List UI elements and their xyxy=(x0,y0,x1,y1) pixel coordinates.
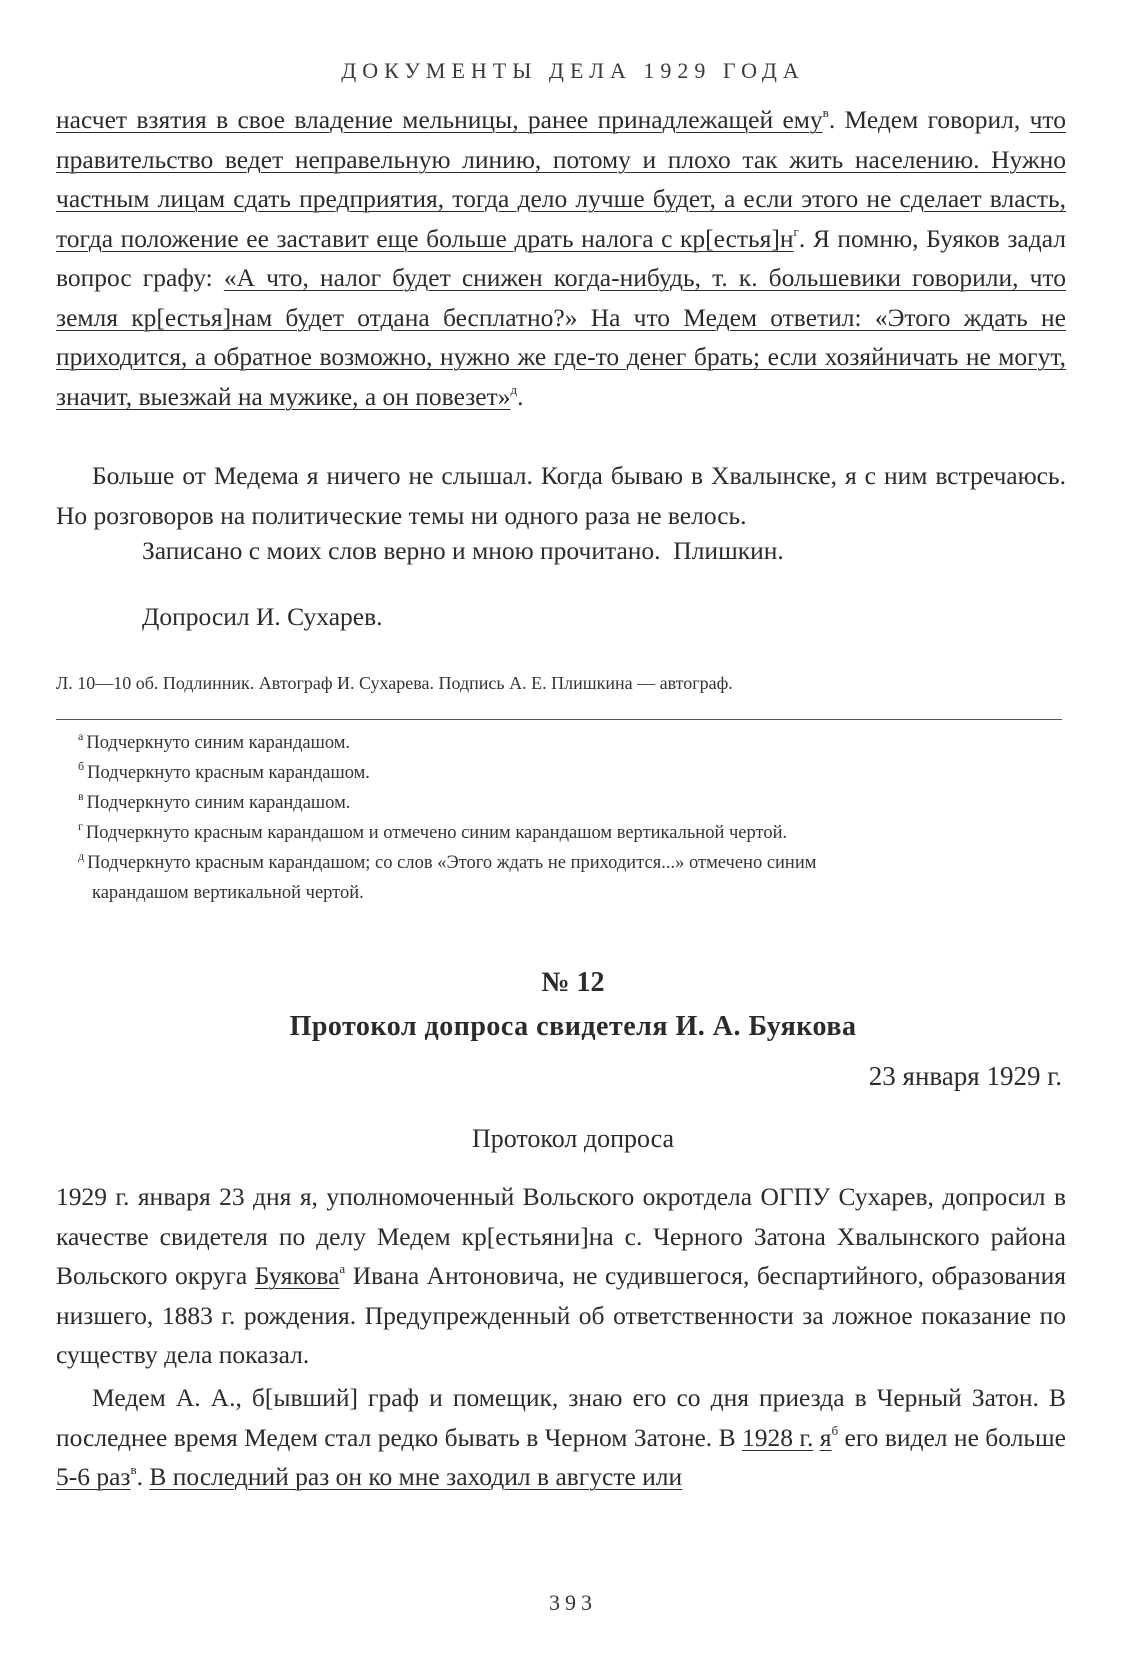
footnote xyxy=(78,728,1068,758)
footnote xyxy=(78,758,1068,788)
underlined-text: 1928 г. xyxy=(741,1422,814,1452)
protocol-paragraph-2 xyxy=(56,1378,1066,1497)
footnote-mark: в xyxy=(78,789,84,803)
running-head: ДОКУМЕНТЫ ДЕЛА 1929 ГОДА xyxy=(341,58,805,83)
page-number: 393 xyxy=(549,1590,597,1615)
underlined-text: что правительство ведет неправельную линию, потому и плохо так жить населению. Нужно частным лицам сдать предприятия, тогда дело лучше будет, а если этого не сделает власть, тогда положение ее заставит еще больше драть налога с кр[естья]н xyxy=(56,105,1066,253)
continuation-paragraph xyxy=(56,100,1066,416)
protocol-heading: Протокол допроса xyxy=(471,1124,675,1153)
footnote-mark: в xyxy=(822,105,829,120)
text-run: Медем А. А., б[ывший] граф и помещик, знаю его со дня приезда в Черный Затон. В последнее время Медем стал редко бывать в Черном Затоне. В xyxy=(56,1383,1066,1452)
document-title: Протокол допроса свидетеля И. А. Буякова xyxy=(289,1011,857,1042)
underlined-text: насчет взятия в свое владение мельницы, ранее принадлежащей ему xyxy=(56,105,823,134)
footnote-mark: а xyxy=(78,729,84,743)
footnote xyxy=(78,788,1068,818)
footnote xyxy=(78,848,1068,878)
footnote-mark: а xyxy=(339,1261,346,1276)
footnote-text: Подчеркнуто красным карандашом. xyxy=(87,763,370,783)
archival-note: Л. 10—10 об. Подлинник. Автограф И. Сухарева. Подпись А. Е. Плишкина — автограф. xyxy=(56,673,733,693)
interrogator-line: Допросил И. Сухарев. xyxy=(142,602,383,631)
underlined-text: В последний раз он ко мне заходил в августе или xyxy=(149,1462,683,1491)
document-date: 23 января 1929 г. xyxy=(868,1061,1062,1091)
footnote-mark: г xyxy=(78,819,83,833)
footnote-mark: г xyxy=(793,223,799,239)
protocol-paragraph-1 xyxy=(56,1177,1066,1375)
text-run: . Я помню, Буяков задал вопрос графу: xyxy=(56,223,1066,292)
footnote-mark: б xyxy=(831,1422,839,1438)
text-run: . xyxy=(136,1462,150,1491)
footnote-text: Подчеркнуто красным карандашом; со слов «Этого ждать не приходится...» отмечено синим xyxy=(87,853,817,873)
text-run: Ивана Антоновича, не судившегося, беспартийного, образования низшего, 1883 г. рождения. Предупрежденный об ответственности за ложное показание по существу дела показал. xyxy=(56,1261,1066,1369)
paragraph-more: Больше от Медема я ничего не слышал. Когда бываю в Хвалынске, я с ним встречаюсь. Но розговоров на политические темы ни одного раза не велось. xyxy=(56,461,1066,530)
text-run: . Медем говорил, xyxy=(828,105,1030,134)
text-run: его видел не больше xyxy=(838,1422,1066,1452)
underlined-text: «А что, налог будет снижен когда-нибудь, т. к. большевики говорили, что земля кр[естья]нам будет отдана бесплатно?» На что Медем ответил: «Этого ждать не приходится, а обратное возможно, нужно же где-то денег брать; если хозяйничать не могут, значит, выезжай на мужике, а он повезет» xyxy=(56,263,1066,411)
footnote xyxy=(78,818,1068,848)
footnotes xyxy=(78,728,1068,908)
footnote-mark: д xyxy=(78,849,85,863)
signature-plishkin: Плишкин. xyxy=(673,536,784,565)
underlined-text: Буякова xyxy=(254,1261,340,1290)
text-run: 1929 г. января 23 дня я, уполномоченный Вольского окротдела ОГПУ Сухарев, допросил в качестве свидетеля по делу Медем кр[естьяни]на с. Черного Затона Хвалынского района Вольского округа xyxy=(56,1182,1066,1290)
footnote-mark: д xyxy=(510,381,518,397)
footnote-text: Подчеркнуто синим карандашом. xyxy=(86,733,351,753)
attestation: Записано с моих слов верно и мною прочитано. xyxy=(142,536,661,565)
footnote-mark: б xyxy=(78,759,85,773)
attestation-line xyxy=(142,535,784,567)
text-run: . xyxy=(517,381,524,411)
document-number: № 12 xyxy=(541,967,605,998)
underlined-text: 5-6 раз xyxy=(56,1462,131,1491)
footnote-text: Подчеркнуто синим карандашом. xyxy=(86,793,351,813)
footnote-text: Подчеркнуто красным карандашом и отмечено синим карандашом вертикальной чертой. xyxy=(85,823,788,843)
footnote-mark: в xyxy=(130,1462,137,1477)
underlined-text: я xyxy=(819,1422,832,1452)
footnote-continuation: карандашом вертикальной чертой. xyxy=(92,883,364,903)
footnote-divider xyxy=(56,719,1062,720)
